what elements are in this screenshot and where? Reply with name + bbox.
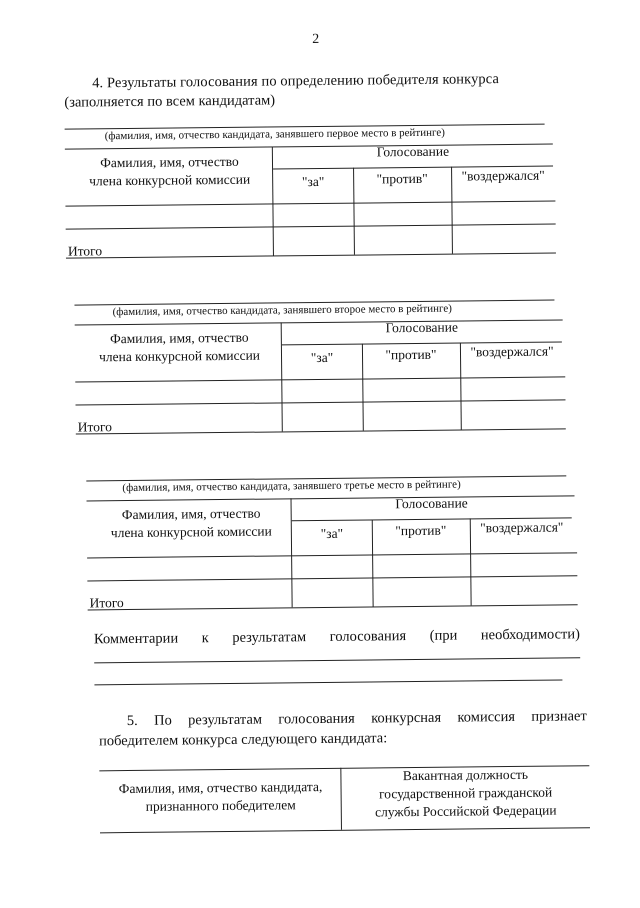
row-border [87,575,577,581]
comments-line [94,625,580,649]
comments-blank-line [94,679,562,685]
total-label: Итого [77,419,112,435]
col-abstain: "воздержался" [480,519,564,536]
col-against: "против" [376,170,428,187]
total-label: Итого [67,243,103,259]
page-number: 2 [312,31,320,48]
table-bottom-border [76,428,566,434]
vacancy-header [341,765,590,822]
comments-word: Комментарии [93,630,179,648]
candidate-caption: (фамилия, имя, отчество кандидата, занявшего третье место в рейтинге) [122,478,461,495]
section4-title: 4. Результаты голосования по определению победителя конкурса [92,71,500,92]
member-header-line2: члена конкурсной комиссии [89,171,251,189]
member-header [67,152,272,190]
vacancy-header-line1: Вакантная должность [402,766,529,784]
header-bottom-border [87,552,577,558]
table-bottom-border [100,827,590,833]
section5-line2: победителем конкурса следующего кандидата: [98,730,388,750]
section5-line1: 5. По результатам голосования конкурсная комиссия признает [126,708,587,730]
member-header-line2: члена конкурсной комиссии [110,523,272,541]
candidate-caption: (фамилия, имя, отчество кандидата, занявшего второе место в рейтинге) [112,302,452,319]
table-bottom-border [66,253,556,259]
member-header-line1: Фамилия, имя, отчество [100,153,239,171]
comments-word: необходимости) [480,626,581,644]
comments-word: (при [429,627,458,644]
vacancy-header-line3: службы Российской Федерации [374,802,557,820]
col-against: "против" [395,522,447,539]
winner-header-line1: Фамилия, имя, отчество кандидата, [118,778,323,797]
winner-header-line2: признанного победителем [145,797,296,814]
comments-word: голосования [329,628,407,645]
comments-word: результатам [232,629,307,646]
table-bottom-border [88,604,578,610]
col-divider [281,322,283,431]
comments-blank-line [94,657,580,663]
member-header [89,504,294,542]
total-label: Итого [89,595,124,611]
col-for: "за" [320,525,344,541]
col-for: "за" [301,173,325,190]
vote-header: Голосование [385,319,458,336]
col-against: "против" [385,346,437,363]
row-border [66,224,556,230]
winner-name-header [101,778,339,816]
vacancy-header-line2: государственной гражданской [378,784,553,802]
member-header-line1: Фамилия, имя, отчество [109,329,249,347]
header-bottom-border [75,376,565,382]
vote-header: Голосование [395,495,468,512]
col-abstain: "воздержался" [470,343,554,360]
row-border [76,399,566,405]
header-bottom-border [65,201,555,207]
col-abstain: "воздержался" [461,167,545,184]
member-header [77,328,282,366]
col-for: "за" [310,349,334,366]
col-divider [272,146,274,255]
member-header-line1: Фамилия, имя, отчество [121,505,261,523]
member-header-line2: члена конкурсной комиссии [98,347,261,365]
vote-header: Голосование [376,143,450,160]
section4-subtitle: (заполняется по всем кандидатам) [64,92,276,111]
comments-word: к [201,630,209,647]
candidate-caption: (фамилия, имя, отчество кандидата, занявшего первое место в рейтинге) [104,126,445,143]
